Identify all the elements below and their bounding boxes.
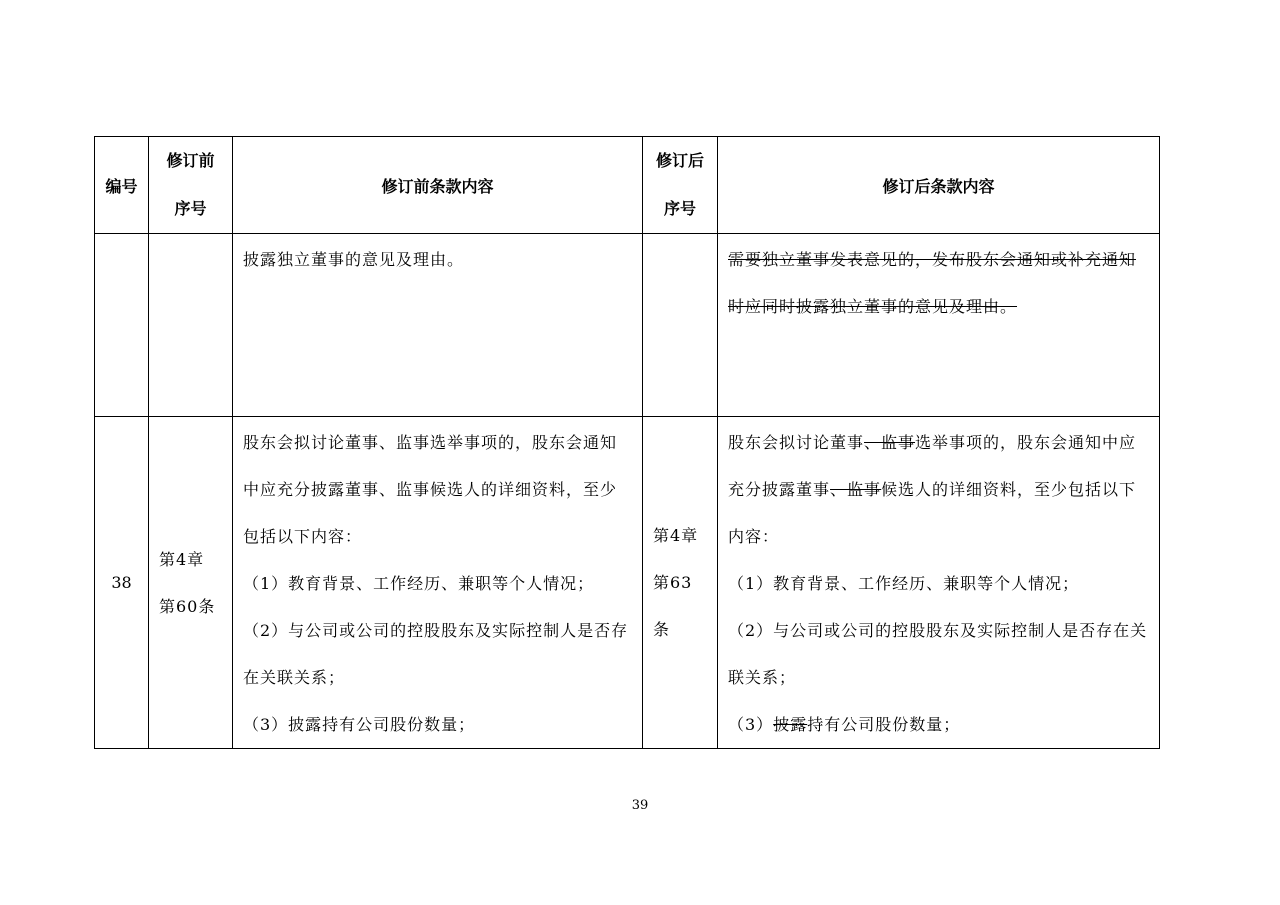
deleted-text: 披露 [773,715,808,734]
cell-after-seq: 第4章 第63 条 [643,417,718,749]
deleted-text: 、监事 [830,480,882,499]
cell-number: 38 [95,417,149,749]
revision-table [94,136,1160,749]
before-text: 披露独立董事的意见及理由。 [243,250,465,269]
header-before-seq: 修订前 序号 [149,137,233,234]
cell-after-content [718,417,1160,749]
header-after-seq: 修订后 序号 [643,137,718,234]
cell-number [95,234,149,417]
table-row [95,234,1160,417]
before-paragraph: （1）教育背景、工作经历、兼职等个人情况； [243,574,595,593]
cell-before-content [233,417,643,749]
table-row [95,417,1160,749]
after-paragraph: （1）教育背景、工作经历、兼职等个人情况； [728,574,1080,593]
header-number: 编号 [95,137,149,234]
after-paragraph: 股东会拟讨论董事、监事选举事项的，股东会通知中应充分披露董事、监事候选人的详细资料，至少包括以下内容： [728,433,1137,546]
header-after-content: 修订后条款内容 [718,137,1160,234]
before-paragraph: （2）与公司或公司的控股股东及实际控制人是否存在关联关系； [243,621,629,687]
after-paragraph: （2）与公司或公司的控股股东及实际控制人是否存在关联关系； [728,621,1148,687]
deleted-text: 、监事 [864,433,916,452]
before-paragraph: 股东会拟讨论董事、监事选举事项的，股东会通知中应充分披露董事、监事候选人的详细资料，至少包括以下内容： [243,433,618,546]
cell-before-content [233,234,643,417]
after-paragraph: （3）披露持有公司股份数量； [728,715,961,734]
table-header-row [95,137,1160,234]
cell-after-content [718,234,1160,417]
cell-before-seq: 第4章 第60条 [149,417,233,749]
before-paragraph: （3）披露持有公司股份数量； [243,715,476,734]
cell-before-seq [149,234,233,417]
page-number: 39 [631,798,649,813]
header-before-content: 修订前条款内容 [233,137,643,234]
after-deleted-text: 需要独立董事发表意见的，发布股东会通知或补充通知时应同时披露独立董事的意见及理由。 [728,250,1137,316]
cell-after-seq [643,234,718,417]
